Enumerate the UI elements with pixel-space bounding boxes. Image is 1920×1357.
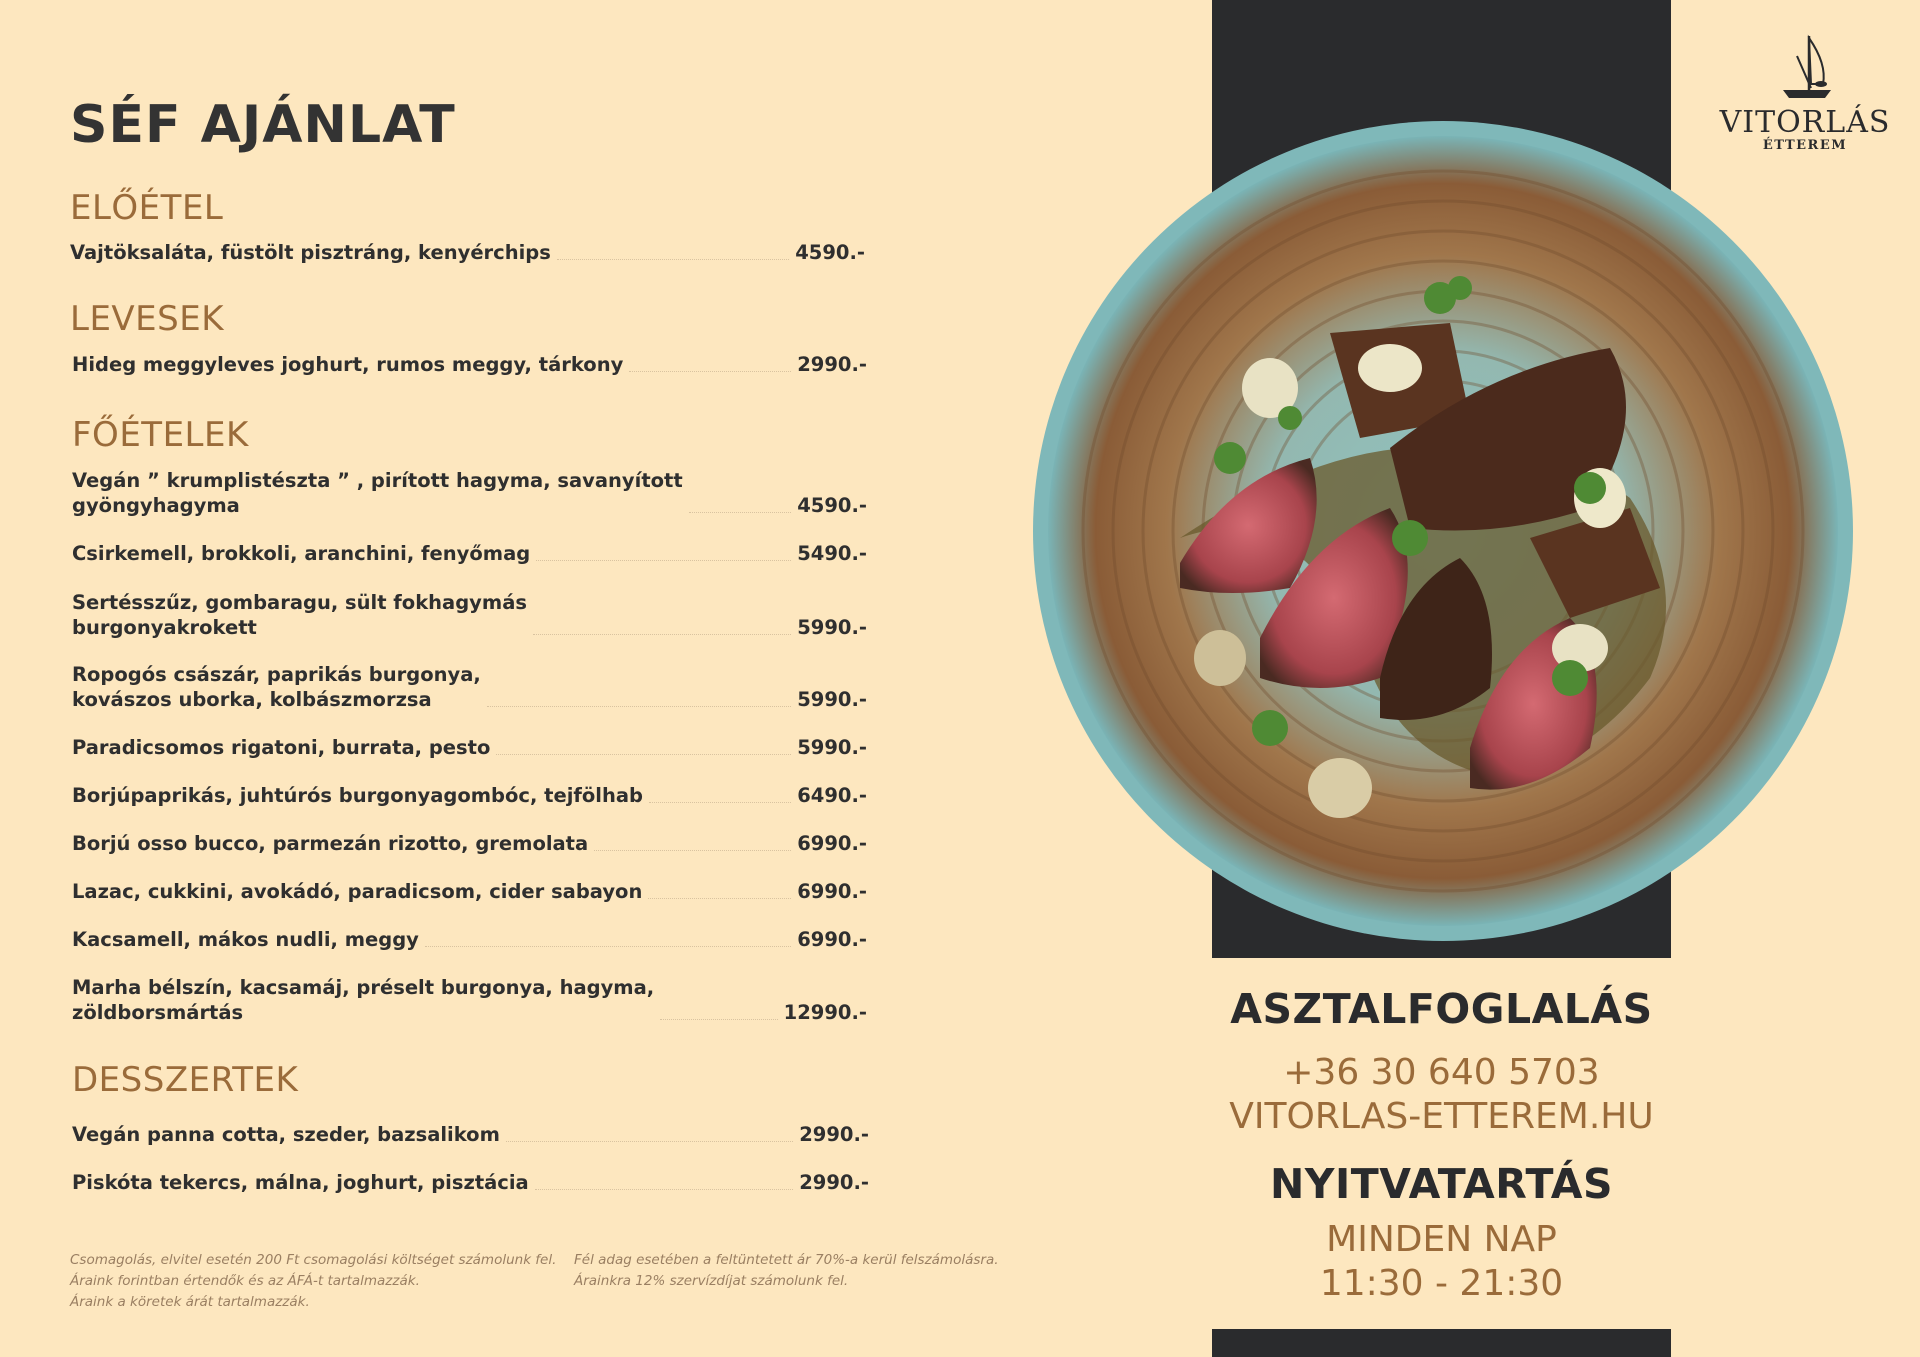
opening-heading: NYITVATARTÁS [1269, 1160, 1613, 1208]
dotted-leader [594, 849, 791, 851]
menu-item-name: Marha bélszín, kacsamáj, préselt burgonya, hagyma, zöldborsmártás [72, 976, 655, 1024]
dotted-leader [648, 897, 791, 899]
menu-item-price: 6990.- [797, 832, 867, 855]
dotted-leader [533, 633, 791, 635]
menu-item [72, 831, 867, 856]
menu-item [72, 735, 867, 760]
dotted-leader [557, 258, 789, 260]
menu-item-price: 5990.- [797, 616, 867, 639]
footnote: Árainkra 12% szervízdíjat számolunk fel. [574, 1273, 849, 1289]
menu-item [70, 240, 865, 265]
dotted-leader [536, 559, 791, 561]
dotted-leader [689, 511, 792, 513]
dotted-leader [660, 1018, 777, 1020]
dotted-leader [487, 705, 791, 707]
section-title-foetelek: FŐÉTELEK [72, 415, 249, 455]
menu-item-name: Vajtöksaláta, füstölt pisztráng, kenyérchips [70, 241, 551, 264]
menu-item-price: 4590.- [795, 241, 865, 264]
menu-item-price: 6990.- [797, 928, 867, 951]
footnote: Fél adag esetében a feltüntetett ár 70%-a kerül felszámolásra. [574, 1252, 999, 1268]
phone-number[interactable]: +36 30 640 5703 [1283, 1052, 1600, 1093]
menu-item [72, 468, 867, 518]
footnote: Áraink forintban értendők és az ÁFÁ-t tartalmazzák. [70, 1273, 420, 1289]
reservation-heading: ASZTALFOGLALÁS [1230, 985, 1653, 1033]
menu-item [72, 879, 867, 904]
menu-item-name: Hideg meggyleves joghurt, rumos meggy, tárkony [72, 353, 624, 376]
menu-item [72, 927, 867, 952]
website-link[interactable]: VITORLAS-ETTEREM.HU [1229, 1096, 1654, 1137]
menu-item-name: Piskóta tekercs, málna, joghurt, pisztácia [72, 1171, 529, 1194]
menu-item [72, 975, 867, 1025]
food-plate-photo [1030, 118, 1856, 944]
menu-item-name: Borjúpaprikás, juhtúrós burgonyagombóc, tejfölhab [72, 784, 643, 807]
menu-item [72, 590, 867, 640]
section-title-eloetel: ELŐÉTEL [70, 188, 224, 228]
footnotes-left [70, 1250, 556, 1313]
opening-hours-block [1212, 1160, 1671, 1306]
menu-item-name: Lazac, cukkini, avokádó, paradicsom, cider sabayon [72, 880, 643, 903]
dotted-leader [506, 1140, 793, 1142]
menu-item-price: 5490.- [797, 542, 867, 565]
menu-item-name: Paradicsomos rigatoni, burrata, pesto [72, 736, 491, 759]
menu-item-price: 2990.- [797, 353, 867, 376]
menu-item-price: 4590.- [797, 494, 867, 517]
menu-item-name: Sertésszűz, gombaragu, sült fokhagymás burgonyakrokett [72, 591, 527, 639]
footnote: Áraink a köretek árát tartalmazzák. [70, 1294, 310, 1310]
menu-item-price: 12990.- [783, 1001, 867, 1024]
menu-item-price: 2990.- [799, 1123, 869, 1146]
menu-item-name: Borjú osso bucco, parmezán rizotto, gremolata [72, 832, 589, 855]
menu-item [72, 541, 867, 566]
footnote: Csomagolás, elvitel esetén 200 Ft csomagolási költséget számolunk fel. [70, 1252, 557, 1268]
menu-item [72, 662, 867, 712]
dotted-leader [496, 753, 791, 755]
menu-item [72, 1170, 869, 1195]
opening-days: MINDEN NAP [1326, 1219, 1557, 1260]
dotted-leader [649, 801, 791, 803]
menu-item [72, 783, 867, 808]
menu-item [72, 1122, 869, 1147]
restaurant-logo [1700, 30, 1910, 153]
menu-item-price: 6490.- [797, 784, 867, 807]
menu-item-price: 6990.- [797, 880, 867, 903]
logo-subtitle: ÉTTEREM [1762, 138, 1848, 153]
page-title: SÉF AJÁNLAT [70, 95, 456, 155]
dark-band-bottom [1212, 1329, 1671, 1357]
section-title-levesek: LEVESEK [70, 299, 225, 339]
dotted-leader [629, 370, 791, 372]
menu-item [72, 352, 867, 377]
menu-item-name: Ropogós császár, paprikás burgonya, kovászos uborka, kolbászmorzsa [72, 663, 481, 711]
menu-item-name: Vegán ” krumplistészta ” , pirított hagyma, savanyított gyöngyhagyma [72, 469, 683, 517]
footnotes-right [574, 1250, 999, 1292]
sailboat-cutlery-icon [1775, 30, 1835, 102]
menu-item-name: Csirkemell, brokkoli, aranchini, fenyőmag [72, 542, 531, 565]
reservation-block [1212, 985, 1671, 1139]
dotted-leader [425, 945, 791, 947]
menu-item-price: 5990.- [797, 688, 867, 711]
dotted-leader [535, 1188, 794, 1190]
menu-item-price: 5990.- [797, 736, 867, 759]
menu-item-name: Kacsamell, mákos nudli, meggy [72, 928, 419, 951]
opening-hours: 11:30 - 21:30 [1319, 1263, 1564, 1304]
section-title-desszertek: DESSZERTEK [72, 1060, 299, 1100]
logo-name: VITORLÁS [1719, 105, 1891, 140]
menu-item-name: Vegán panna cotta, szeder, bazsalikom [72, 1123, 500, 1146]
menu-item-price: 2990.- [799, 1171, 869, 1194]
